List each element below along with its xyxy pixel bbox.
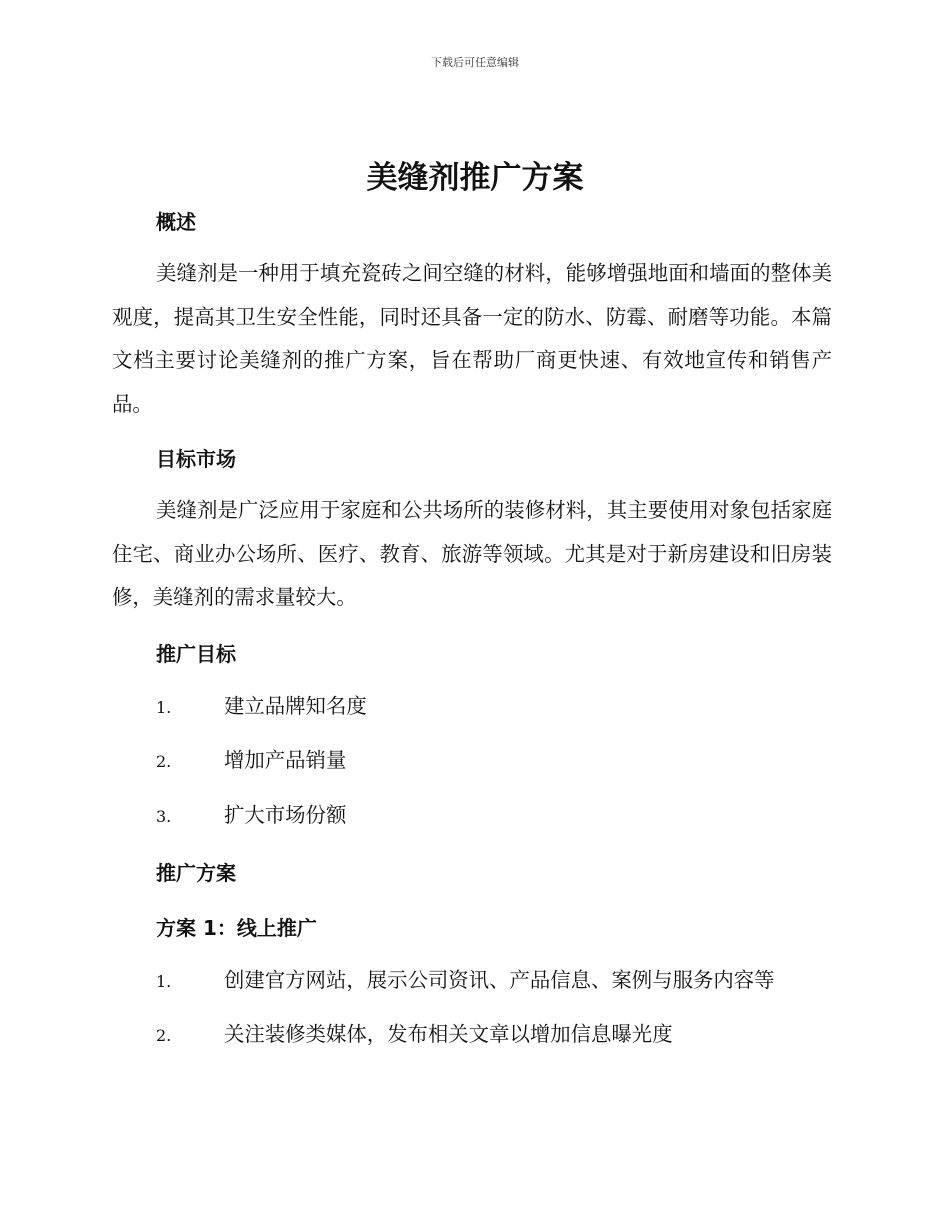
list-number: 3. (156, 807, 172, 826)
list-number: 2. (156, 752, 172, 771)
list-number: 1. (156, 972, 172, 991)
sub-heading-online-plan: 方案 1：线上推广 (156, 916, 317, 940)
section-heading-overview: 概述 (156, 210, 196, 234)
list-item (156, 801, 856, 831)
paragraph-target-market: 美缝剂是广泛应用于家庭和公共场所的装修材料，其主要使用对象包括家庭住宅、商业办公场所、医疗、教育、旅游等领域。尤其是对于新房建设和旧房装修，美缝剂的需求量较大。 (112, 498, 832, 609)
list-text: 增加产品销量 (224, 748, 347, 772)
section-heading-plan: 推广方案 (156, 861, 236, 885)
list-text: 扩大市场份额 (224, 803, 347, 827)
list-text: 创建官方网站，展示公司资讯、产品信息、案例与服务内容等 (224, 968, 775, 992)
paragraph-overview: 美缝剂是一种用于填充瓷砖之间空缝的材料，能够增强地面和墙面的整体美观度，提高其卫生安全性能，同时还具备一定的防水、防霉、耐磨等功能。本篇文档主要讨论美缝剂的推广方案，旨在帮助厂商更快速、有效地宣传和销售产品。 (112, 261, 832, 416)
list-text: 关注装修类媒体，发布相关文章以增加信息曝光度 (224, 1022, 673, 1046)
list-item (156, 692, 856, 722)
list-number: 2. (156, 1026, 172, 1045)
list-item (156, 746, 856, 776)
list-item (156, 966, 856, 996)
section-heading-target-market: 目标市场 (156, 447, 236, 471)
document-title: 美缝剂推广方案 (366, 160, 584, 196)
list-number: 1. (156, 698, 172, 717)
section-heading-goals: 推广目标 (156, 642, 236, 666)
list-item (156, 1020, 856, 1050)
list-text: 建立品牌知名度 (224, 694, 367, 718)
header-note: 下载后可任意编辑 (431, 56, 519, 69)
